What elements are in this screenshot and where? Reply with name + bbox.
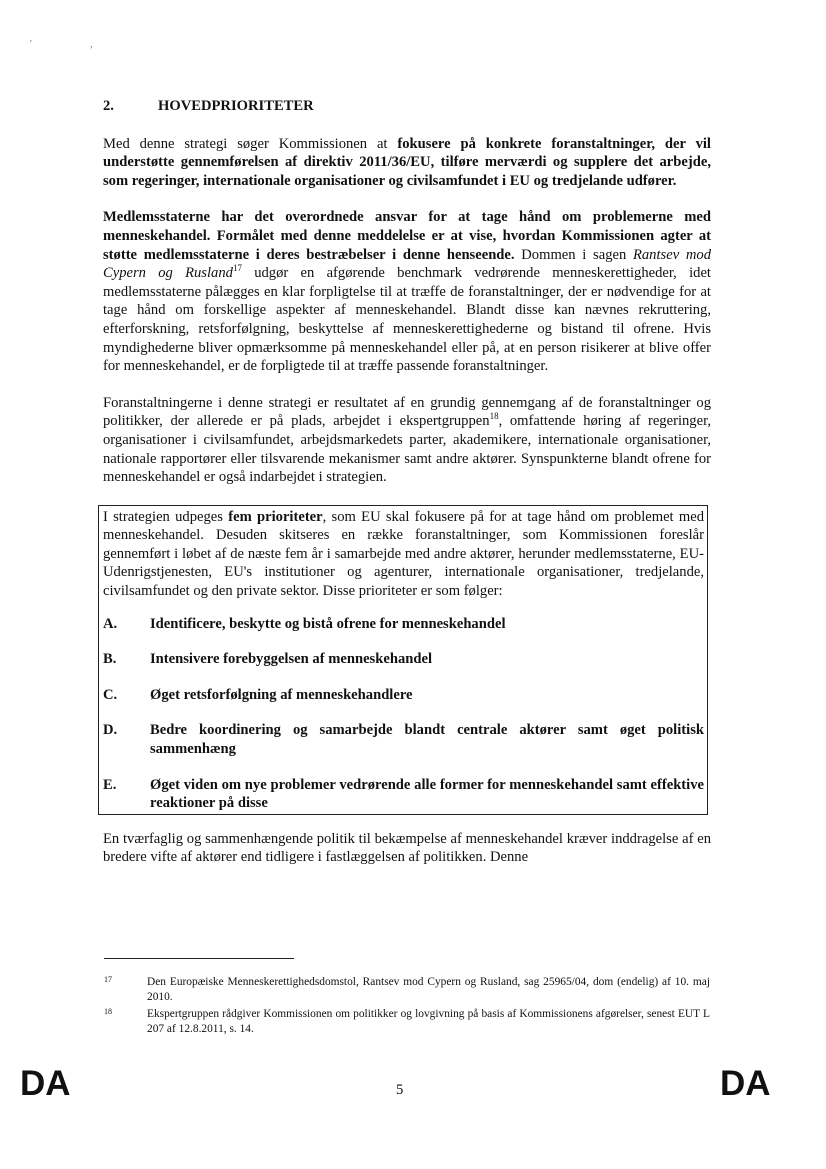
footnote-divider (104, 958, 294, 959)
priority-text: Identificere, beskytte og bistå ofrene for menneskehandel (150, 615, 506, 632)
priority-item (103, 776, 704, 813)
footnote-ref-17[interactable]: 17 (232, 263, 242, 274)
paragraph-text: , omfattende høring af regeringer, organisationer i civilsamfundet, arbejdsmarkedets parter, akademikere, internationale organisationer, nationale rapportører eller tilsvarende mekanismer samt andre aktører. Synspunkterne blandt ofrene for menneskehandel er også indarbejdet i strategien. (103, 413, 711, 486)
section-heading (103, 97, 711, 116)
box-intro (103, 508, 704, 601)
priority-letter: C. (103, 686, 118, 703)
paragraph-measures (103, 394, 711, 487)
paragraph-bold-text: Medlemsstaterne har det overordnede ansvar for at tage hånd om problemerne med menneskehandel. Formålet med denne meddelelse er at vise, hvordan Kommissionen agter at støtte medlemsstaterne i deres bestræbelser i denne henseende. (103, 209, 711, 263)
footnote-text: Den Europæiske Menneskerettighedsdomstol, Rantsev mod Cypern og Rusland, sag 25965/04, dom (endelig) af 10. maj 2010. (147, 976, 710, 1003)
priority-text: Øget viden om nye problemer vedrørende alle former for menneskehandel samt effektive reaktioner på disse (150, 776, 704, 812)
footnote-text: Ekspertgruppen rådgiver Kommissionen om politikker og lovgivning på basis af Kommissionens afgørelser, senest EUT L 207 af 12.8.2011, s. 14. (147, 1008, 710, 1035)
paragraph-text: Med denne strategi søger Kommissionen at (103, 135, 398, 152)
scan-artifact-dot: ' (30, 39, 32, 50)
paragraph-text: Foranstaltningerne i denne strategi er resultatet af en grundig gennemgang af de foranstaltninger og politikker, der allerede er på plads, arbejdet i ekspertgruppen (103, 394, 711, 430)
box-bold-text: fem prioriteter (228, 508, 323, 525)
priority-letter: A. (103, 615, 118, 632)
language-code-right: DA (720, 1064, 771, 1103)
priority-item (103, 650, 704, 669)
footnote-item (104, 1007, 710, 1036)
footnote-number: 17 (104, 975, 112, 984)
priority-item (103, 686, 704, 705)
paragraph-continuation: En tværfaglig og sammenhængende politik til bekæmpelse af menneskehandel kræver inddragelse af en bredere vifte af aktører end tidligere i fastlæggelsen af politikken. Denne (103, 830, 711, 866)
scan-artifact-dot: , (90, 39, 93, 50)
case-name: Rantsev mod Cypern og Rusland (103, 246, 711, 282)
box-text: I strategien udpeges (103, 508, 229, 525)
section-number: 2. (103, 98, 114, 114)
priority-text: Øget retsforfølgning af menneskehandlere (150, 686, 413, 703)
language-code-left: DA (20, 1064, 71, 1103)
document-body (103, 97, 711, 885)
footnote-number: 18 (104, 1007, 112, 1016)
paragraph-text: Dommen i sagen (514, 246, 633, 263)
priority-item (103, 615, 704, 634)
priority-text: Intensivere forebyggelsen af menneskehandel (150, 651, 433, 668)
priorities-box (98, 505, 708, 815)
paragraph-intro (103, 135, 711, 191)
priority-letter: D. (103, 722, 118, 739)
paragraph-text: udgør en afgørende benchmark vedrørende menneskerettigheder, idet medlemsstaterne pålægges en klar forpligtelse til at træffe de foranstaltninger, der er nødvendige for at tage hånd om forskellige aspekter af menneskehandel. Blandt disse kan nævnes rekruttering, efterforskning, retsforfølgning, beskyttelse af menneskerettighederne og bistand til ofrene. Hvis myndighederne bliver opmærksomme på menneskehandel eller på, at en person risikerer at blive offer for menneskehandel, er de forpligtede til at træffe passende foranstaltninger. (103, 265, 711, 375)
priority-letter: B. (103, 651, 117, 668)
section-title: HOVEDPRIORITETER (158, 98, 314, 114)
paragraph-responsibility (103, 208, 711, 375)
priority-item (103, 721, 704, 758)
priority-letter: E. (103, 776, 117, 793)
footnote-ref-18[interactable]: 18 (489, 411, 499, 422)
paragraph-bold-text: fokusere på konkrete foranstaltninger, der vil understøtte gennemførelsen af direktiv 2011/36/EU, tilføre merværdi og supplere det arbejde, som regeringer, internationale organisationer og civilsamfundet i EU og tredjelande udfører. (103, 135, 711, 189)
box-text: , som EU skal fokusere på for at tage hånd om problemet med menneskehandel. Desuden skitseres en række foranstaltninger, som Kommissionen foreslår gennemført i løbet af de næste fem år i samarbejde med andre aktører, herunder medlemsstaterne, EU-Udenrigstjenesten, EU's institutioner og agenturer, internationale organisationer, tredjelande, civilsamfundet og den private sektor. Disse prioriteter er som følger: (103, 508, 705, 600)
footnote-item (104, 975, 710, 1004)
footnotes (104, 975, 710, 1039)
priority-text: Bedre koordinering og samarbejde blandt centrale aktører samt øget politisk sammenhæng (150, 722, 704, 758)
page-number: 5 (396, 1082, 404, 1098)
